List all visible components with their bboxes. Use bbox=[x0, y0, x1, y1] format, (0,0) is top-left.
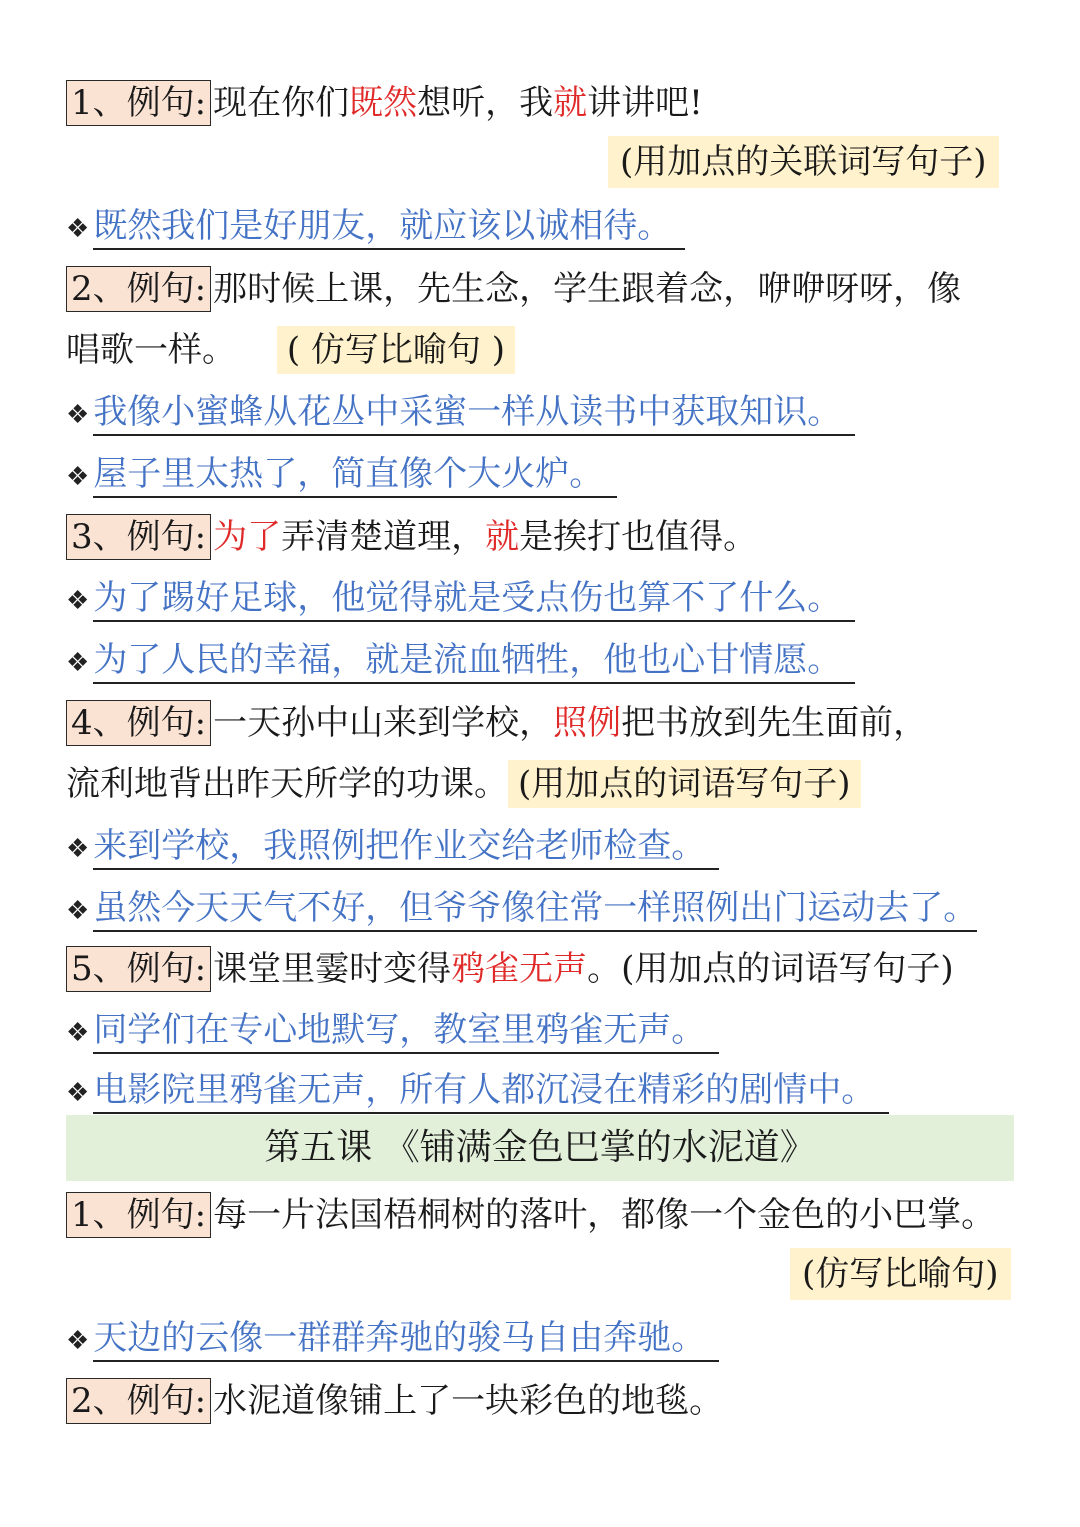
lesson-title: 第五课 《铺满金色巴掌的水泥道》 bbox=[66, 1115, 1014, 1181]
answer-line bbox=[66, 824, 719, 871]
diamond-bullet-icon: ❖ bbox=[66, 400, 90, 430]
instruction-note: ( 仿写比喻句 ) bbox=[277, 326, 515, 374]
example-label: 1、例句: bbox=[66, 1192, 211, 1238]
answer-line bbox=[66, 204, 685, 251]
example-2 bbox=[66, 266, 961, 312]
answer-line bbox=[66, 576, 855, 623]
answer-text: 为了人民的幸福，就是流血牺牲，他也心甘情愿。 bbox=[93, 638, 855, 684]
example-3 bbox=[66, 514, 757, 560]
example-text: 。(用加点的词语写句子) bbox=[587, 949, 954, 989]
answer-text: 为了踢好足球，他觉得就是受点伤也算不了什么。 bbox=[93, 576, 855, 622]
keyword-dotted: 既然 bbox=[349, 83, 418, 123]
diamond-bullet-icon: ❖ bbox=[66, 1018, 90, 1048]
lesson-example-1 bbox=[66, 1192, 995, 1238]
diamond-bullet-icon: ❖ bbox=[66, 1326, 90, 1356]
example-4-cont bbox=[66, 760, 861, 808]
answer-line bbox=[66, 390, 855, 437]
diamond-bullet-icon: ❖ bbox=[66, 648, 90, 678]
instruction-note: (用加点的关联词写句子) bbox=[608, 136, 999, 188]
answer-line bbox=[66, 1316, 719, 1363]
answer-text: 虽然今天天气不好，但爷爷像往常一样照例出门运动去了。 bbox=[93, 886, 977, 932]
example-text: 唱歌一样。 bbox=[66, 330, 236, 370]
answer-text: 我像小蜜蜂从花丛中采蜜一样从读书中获取知识。 bbox=[93, 390, 855, 436]
diamond-bullet-icon: ❖ bbox=[66, 462, 90, 492]
keyword-dotted: 就 bbox=[485, 517, 520, 557]
example-label: 4、例句: bbox=[66, 700, 211, 746]
answer-text: 来到学校，我照例把作业交给老师检查。 bbox=[93, 824, 719, 870]
diamond-bullet-icon: ❖ bbox=[66, 896, 90, 926]
example-text: 水泥道像铺上了一块彩色的地毯。 bbox=[213, 1381, 724, 1421]
keyword-dotted: 鸦雀无声 bbox=[451, 949, 588, 989]
example-text: 一天孙中山来到学校， bbox=[213, 703, 554, 743]
example-label: 5、例句: bbox=[66, 946, 211, 992]
answer-text: 电影院里鸦雀无声，所有人都沉浸在精彩的剧情中。 bbox=[93, 1068, 889, 1114]
answer-text: 天边的云像一群群奔驰的骏马自由奔驰。 bbox=[93, 1316, 719, 1362]
answer-line bbox=[66, 1068, 889, 1115]
example-text: 是挨打也值得。 bbox=[519, 517, 758, 557]
example-4 bbox=[66, 700, 927, 746]
example-5 bbox=[66, 946, 954, 992]
example-2-cont bbox=[66, 326, 515, 374]
diamond-bullet-icon: ❖ bbox=[66, 586, 90, 616]
answer-line bbox=[66, 452, 617, 499]
example-label: 1、例句: bbox=[66, 80, 211, 126]
example-label: 2、例句: bbox=[66, 266, 211, 312]
instruction-note: (用加点的词语写句子) bbox=[508, 760, 861, 808]
answer-line bbox=[66, 638, 855, 685]
example-text: 课堂里霎时变得 bbox=[213, 949, 452, 989]
answer-text: 屋子里太热了，简直像个大火炉。 bbox=[93, 452, 617, 498]
answer-text: 既然我们是好朋友，就应该以诚相待。 bbox=[93, 204, 685, 250]
keyword-dotted: 就 bbox=[553, 83, 588, 123]
example-text: 每一片法国梧桐树的落叶，都像一个金色的小巴掌。 bbox=[213, 1195, 996, 1235]
answer-line bbox=[66, 1008, 719, 1055]
example-text: 想听，我 bbox=[417, 83, 554, 123]
example-text: 把书放到先生面前， bbox=[621, 703, 928, 743]
keyword-dotted: 照例 bbox=[553, 703, 622, 743]
example-label: 3、例句: bbox=[66, 514, 211, 560]
example-text: 现在你们 bbox=[213, 83, 350, 123]
example-label: 2、例句: bbox=[66, 1378, 211, 1424]
answer-text: 同学们在专心地默写，教室里鸦雀无声。 bbox=[93, 1008, 719, 1054]
example-text: 弄清楚道理， bbox=[281, 517, 486, 557]
diamond-bullet-icon: ❖ bbox=[66, 214, 90, 244]
lesson-example-2 bbox=[66, 1378, 723, 1424]
diamond-bullet-icon: ❖ bbox=[66, 834, 90, 864]
example-text: 那时候上课，先生念，学生跟着念，咿咿呀呀，像 bbox=[213, 269, 962, 309]
diamond-bullet-icon: ❖ bbox=[66, 1078, 90, 1108]
example-text: 流利地背出昨天所学的功课。 bbox=[66, 764, 508, 804]
answer-line bbox=[66, 886, 977, 933]
example-text: 讲讲吧! bbox=[587, 83, 703, 123]
example-1 bbox=[66, 80, 703, 126]
keyword-dotted: 为了 bbox=[213, 517, 282, 557]
instruction-note: (仿写比喻句) bbox=[790, 1248, 1011, 1300]
